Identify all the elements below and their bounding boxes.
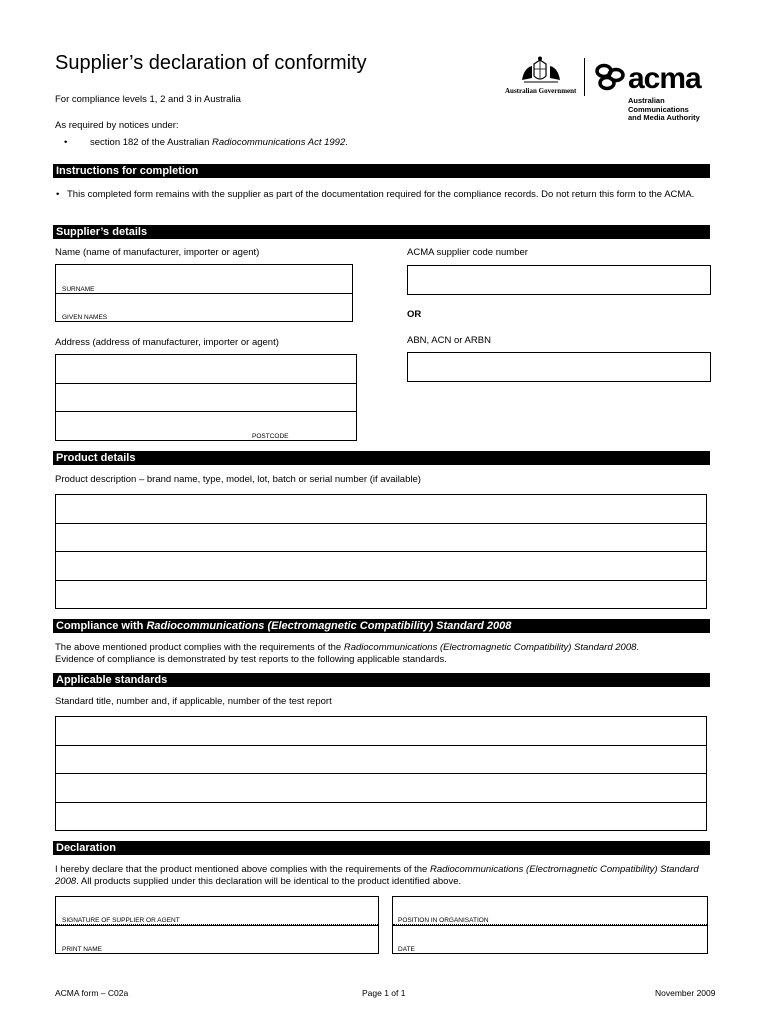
date-field[interactable] [393, 953, 707, 954]
postcode-label: POSTCODE [252, 433, 289, 440]
acma-code-input[interactable] [407, 265, 711, 295]
compliance-text-line2: Evidence of compliance is demonstrated by test reports to the following applicable standards. [55, 654, 447, 665]
position-label: POSITION IN ORGANISATION [398, 917, 489, 924]
subtitle: For compliance levels 1, 2 and 3 in Australia [55, 94, 241, 105]
product-heading: Product details [53, 451, 710, 465]
compliance-text-standard: Radiocommunications (Electromagnetic Compatibility) Standard 2008 [343, 642, 637, 653]
standards-line-2 [55, 773, 707, 774]
bullet-suffix: . [345, 137, 348, 148]
acma-sub-line-1: Australian [628, 96, 665, 105]
standards-heading: Applicable standards [53, 673, 710, 687]
coat-of-arms-icon [516, 56, 566, 86]
address-box[interactable] [55, 354, 357, 441]
compliance-text [55, 642, 715, 666]
compliance-text-prefix: The above mentioned product complies with the requirements of the [55, 642, 344, 653]
surname-label: SURNAME [62, 286, 95, 293]
logo-divider [584, 58, 585, 96]
compliance-heading-prefix: Compliance with [56, 620, 147, 632]
address-line-1 [55, 383, 357, 384]
compliance-heading [53, 619, 710, 633]
footer-page-number: Page 1 of 1 [362, 988, 406, 998]
signature-divider [55, 925, 379, 926]
instructions-bullet-marker: • [56, 189, 60, 200]
standards-line-3 [55, 802, 707, 803]
or-label: OR [407, 309, 422, 320]
supplier-heading: Supplier’s details [53, 225, 710, 239]
section-182-bullet [90, 137, 348, 148]
acma-sub-line-3: and Media Authority [628, 113, 700, 122]
footer-date: November 2009 [655, 988, 716, 998]
declaration-text [55, 864, 720, 888]
date-label: DATE [398, 946, 415, 953]
footer-form-id: ACMA form – C02a [55, 988, 129, 998]
declaration-heading: Declaration [53, 841, 710, 855]
bullet-marker: • [64, 137, 68, 148]
address-line-2 [55, 411, 357, 412]
acma-sub-line-2: Communications [628, 104, 689, 114]
product-description-label: Product description – brand name, type, model, lot, batch or serial number (if available) [55, 474, 421, 485]
product-line-1 [55, 523, 707, 524]
standards-line-1 [55, 745, 707, 746]
product-line-2 [55, 551, 707, 552]
instructions-text: This completed form remains with the supplier as part of the documentation required for the compliance records. Do not return this form to the ACMA. [67, 189, 695, 200]
declaration-text-standard: Radiocommunications (Electromagnetic Compatibility) Standard 2008 [55, 864, 699, 887]
given-names-label: GIVEN NAMES [62, 314, 108, 321]
signature-field[interactable] [56, 924, 378, 925]
acma-code-label: ACMA supplier code number [407, 247, 528, 258]
abn-label: ABN, ACN or ARBN [407, 335, 491, 346]
standards-label: Standard title, number and, if applicable, number of the test report [55, 696, 332, 707]
surname-field[interactable] [56, 293, 352, 294]
instructions-heading: Instructions for completion [53, 164, 710, 178]
acma-subtitle [628, 97, 700, 123]
print-name-field[interactable] [56, 953, 378, 954]
required-by-text: As required by notices under: [55, 120, 179, 131]
position-field[interactable] [393, 924, 707, 925]
address-label: Address (address of manufacturer, importer or agent) [55, 337, 279, 348]
position-divider [392, 925, 708, 926]
abn-input[interactable] [407, 352, 711, 382]
given-names-field[interactable] [56, 321, 352, 322]
acma-logo-text: acma [628, 62, 701, 95]
compliance-heading-standard: Radiocommunications (Electromagnetic Compatibility) Standard 2008 [146, 620, 512, 632]
declaration-text-suffix: . All products supplied under this declaration will be identical to the product identified above. [76, 876, 462, 887]
print-name-label: PRINT NAME [62, 946, 102, 953]
signature-label: SIGNATURE OF SUPPLIER OR AGENT [62, 917, 180, 924]
postcode-field[interactable] [56, 440, 356, 441]
name-label: Name (name of manufacturer, importer or agent) [55, 247, 260, 258]
bullet-prefix: section 182 of the Australian [90, 137, 212, 148]
act-name: Radiocommunications Act 1992 [212, 137, 346, 148]
gov-logo-text: Australian Government [505, 87, 577, 95]
declaration-text-prefix: I hereby declare that the product mentioned above complies with the requirements of the [55, 864, 430, 875]
product-line-3 [55, 580, 707, 581]
acma-logo-icon [594, 62, 630, 92]
compliance-text-suffix: . [636, 642, 640, 653]
page-title: Supplier’s declaration of conformity [55, 52, 367, 74]
